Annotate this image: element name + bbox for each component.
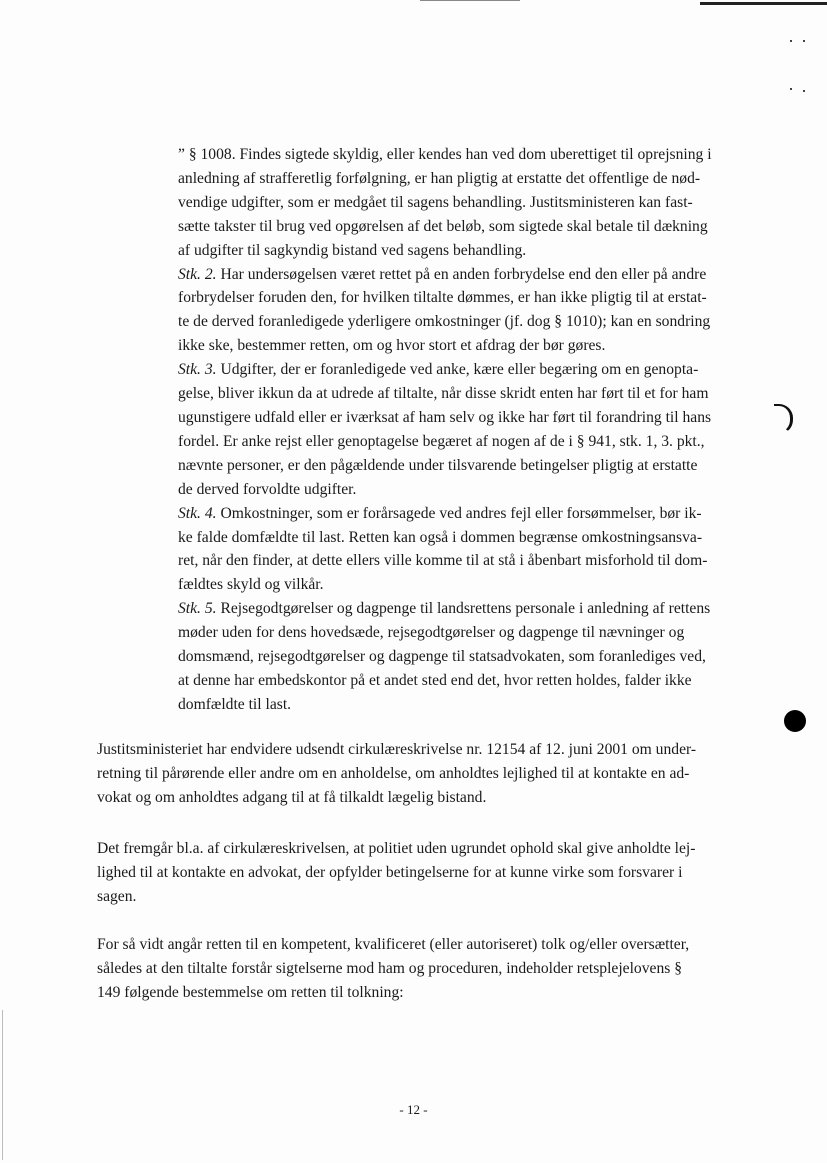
text-line: møder uden for dens hovedsæde, rejsegodtgørelser og dagpenge til nævninger og	[178, 624, 685, 642]
text-line: ret, når den finder, at dette ellers ville komme til at stå i åbenbart misforhold til dom-	[178, 552, 708, 570]
punch-hole-dot	[784, 710, 806, 732]
text-line: domfældte til last.	[178, 695, 292, 713]
text-line: af udgifter til sagkyndig bistand ved sagens behandling.	[178, 241, 527, 259]
text-line: nævnte personer, er den pågældende under tilsvarende betingelser pligtig at erstatte	[178, 456, 698, 474]
text-line: retning til pårørende eller andre om en anholdelse, om anholdtes lejlighed til at kontakte en ad-	[97, 764, 690, 782]
page-number: - 12 -	[399, 1102, 428, 1117]
text-line: Omkostninger, som er forårsagede ved andres fejl eller forsømmelser, bør ik-	[216, 504, 702, 522]
text-line: sætte takster til brug ved opgørelsen af det beløb, som sigtede skal betale til dækning	[178, 217, 708, 235]
text-line: Justitsministeriet har endvidere udsendt cirkulæreskrivelse nr. 12154 af 12. juni 2001 om under-	[97, 741, 697, 758]
stk-label: Stk. 4.	[178, 504, 217, 522]
stk-label: Stk. 3.	[178, 361, 217, 379]
text-line: gelse, bliver ikkun da at udrede af tiltalte, når disse skridt enten har ført til et for ham	[178, 385, 709, 403]
text-line: te de derved foranledigede yderligere omkostninger (jf. dog § 1010); kan en sondring	[178, 313, 711, 331]
text-line: anledning af strafferetlig forfølgning, er han pligtig at erstatte det offentlige de nød-	[178, 169, 701, 187]
text-line: domsmænd, rejsegodtgørelser og dagpenge til statsadvokaten, som foranlediges ved,	[178, 648, 706, 666]
text-line: Udgifter, der er foranledigede ved anke, kære eller begæring om en genopta-	[216, 361, 699, 379]
paragraph-interpreter-right	[97, 933, 747, 1005]
section-1008	[178, 143, 758, 263]
text-line: således at den tiltalte forstår sigtelserne mod ham og proceduren, indeholder retsplejelovens §	[97, 959, 683, 977]
text-line: 149 følgende bestemmelse om retten til tolkning:	[97, 983, 404, 1001]
quoted-law-text	[178, 143, 758, 717]
text-line: vokat og om anholdtes adgang til at få tilkaldt lægelig bistand.	[97, 788, 487, 806]
stk-4-paragraph	[178, 502, 758, 598]
text-line: ke falde domfældte til last. Retten kan også i dommen begrænse omkostningsansva-	[178, 528, 703, 546]
text-line: vendige udgifter, som er medgået til sagens behandling. Justitsministeren kan fast-	[178, 193, 693, 211]
text-line: ugunstigere udfald eller er iværksat af ham selv og ikke har ført til forandring til hans	[178, 408, 712, 426]
stk-label: Stk. 5.	[178, 600, 217, 618]
scan-speck	[790, 40, 792, 42]
stk-2-paragraph	[178, 263, 758, 359]
scan-speck	[803, 90, 805, 92]
text-line: For så vidt angår retten til en kompetent, kvalificeret (eller autoriseret) tolk og/eller oversætter,	[97, 936, 690, 953]
scan-artifact-bar	[700, 2, 827, 5]
text-line: sagen.	[97, 887, 137, 905]
text-line: de derved forvoldte udgifter.	[178, 480, 357, 498]
text-line: ikke ske, bestemmer retten, om og hvor stort et afdrag der bør gøres.	[178, 337, 606, 355]
text-line: at denne har embedskontor på et andet sted end det, hvor retten holdes, falder ikke	[178, 671, 692, 689]
stk-label: Stk. 2.	[178, 265, 217, 283]
text-line: ” § 1008. Findes sigtede skyldig, eller kendes han ved dom uberettiget til oprejsning i	[178, 146, 712, 163]
text-line: Har undersøgelsen været rettet på en anden forbrydelse end den eller på andre	[216, 265, 707, 283]
paragraph-circular-letter	[97, 738, 747, 810]
text-line: lighed til at kontakte en advokat, der opfylder betingelserne for at kunne virke som forsvarer i	[97, 863, 683, 881]
scan-artifact-line	[420, 0, 520, 1]
text-line: fordel. Er anke rejst eller genoptagelse begæret af nogen af de i § 941, stk. 1, 3. pkt.,	[178, 432, 705, 450]
text-line: Rejsegodtgørelser og dagpenge til landsrettens personale i anledning af rettens	[216, 600, 711, 618]
stk-3-paragraph	[178, 358, 758, 501]
text-line: forbrydelser foruden den, for hvilken tiltalte dømmes, er han ikke pligtig til at erstat-	[178, 289, 707, 307]
text-line: fældtes skyld og vilkår.	[178, 576, 324, 594]
text-line: Det fremgår bl.a. af cirkulæreskrivelsen, at politiet uden ugrundet ophold skal give anholdte lej-	[97, 840, 696, 857]
scan-artifact-edge	[2, 1010, 3, 1160]
paragraph-police-obligation	[97, 837, 747, 909]
stk-5-paragraph	[178, 597, 758, 717]
punch-hole-mark	[774, 404, 793, 434]
scan-speck	[790, 88, 792, 90]
scan-speck	[803, 40, 805, 42]
